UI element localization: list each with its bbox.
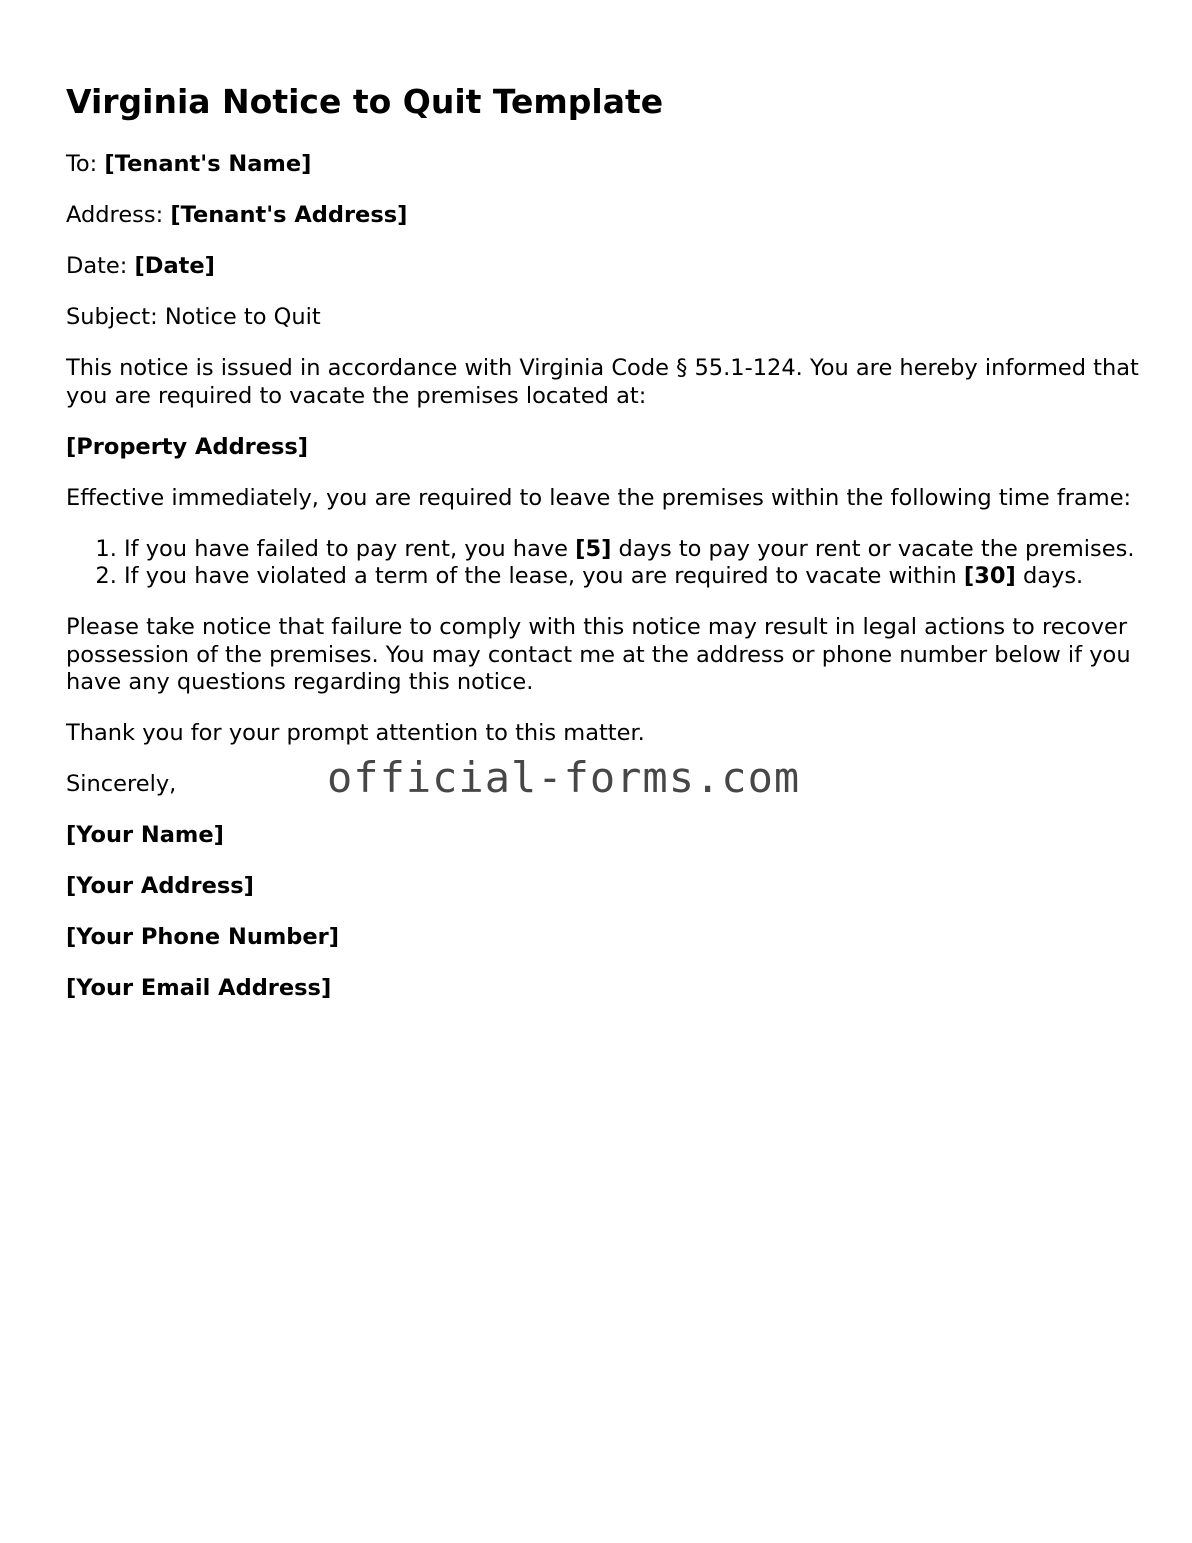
document-page — [66, 78, 1146, 1026]
signature-name-line — [66, 822, 1146, 850]
to-label: To: — [66, 151, 105, 177]
your-phone-field: [Your Phone Number] — [66, 924, 340, 950]
timeframe-list — [66, 536, 1146, 591]
signature-address-line — [66, 873, 1146, 901]
page-title: Virginia Notice to Quit Template — [66, 82, 664, 121]
date-line — [66, 253, 1146, 281]
tenant-name-field: [Tenant's Name] — [104, 151, 312, 177]
date-label: Date: — [66, 253, 135, 279]
rent-days-field: [5] — [575, 535, 612, 562]
subject-line: Subject: Notice to Quit — [66, 304, 321, 330]
address-label: Address: — [66, 202, 171, 228]
lease-days-field: [30] — [963, 563, 1016, 589]
date-field: [Date] — [134, 253, 215, 279]
intro-paragraph: This notice is issued in accordance with Virginia Code § 55.1-124. You are hereby informed that you are required to vacate the premises located at: — [66, 355, 1139, 409]
list-item: 2. If you have violated a term of the lease, you are required to vacate within [30] days. — [124, 563, 1146, 591]
closing-line: Sincerely, — [66, 771, 177, 797]
your-name-field: [Your Name] — [66, 822, 224, 848]
property-address-field: [Property Address] — [66, 433, 309, 460]
property-address-line — [66, 434, 1146, 462]
thanks-line: Thank you for your prompt attention to this matter. — [66, 720, 645, 746]
signature-phone-line — [66, 924, 1146, 952]
address-line — [66, 202, 1146, 230]
tenant-address-field: [Tenant's Address] — [170, 202, 408, 228]
your-address-field: [Your Address] — [66, 873, 254, 899]
watermark: official-forms.com — [327, 753, 801, 802]
list-item: 1. If you have failed to pay rent, you have [5] days to pay your rent or vacate the premises. — [124, 536, 1146, 564]
effective-paragraph: Effective immediately, you are required to leave the premises within the following time frame: — [66, 484, 1132, 511]
warning-paragraph: Please take notice that failure to comply with this notice may result in legal actions to recover possession of the premises. You may contact me at the address or phone number below if you have any questions regarding this notice. — [66, 614, 1131, 695]
to-line — [66, 151, 1146, 179]
your-email-field: [Your Email Address] — [66, 975, 332, 1001]
signature-email-line — [66, 975, 1146, 1003]
